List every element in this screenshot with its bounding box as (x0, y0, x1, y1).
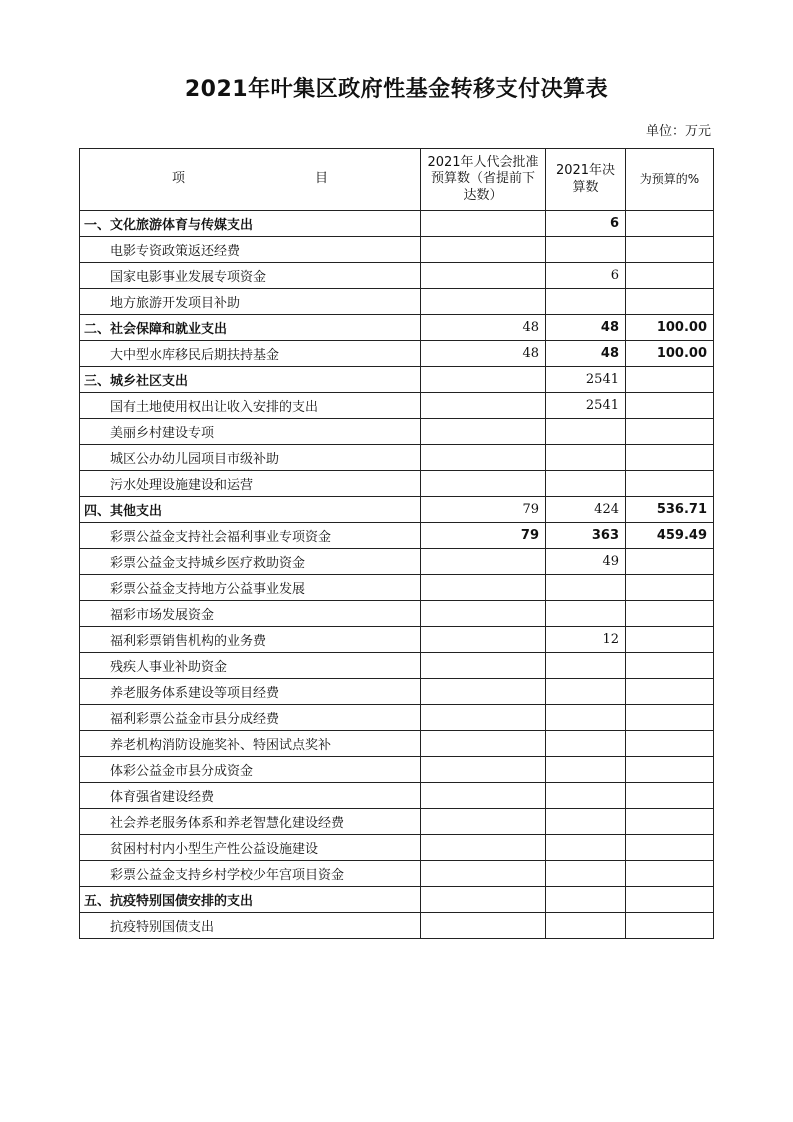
row-name: 残疾人事业补助资金 (80, 653, 421, 679)
row-pct (626, 419, 714, 445)
row-budget: 48 (421, 341, 546, 367)
row-budget (421, 445, 546, 471)
row-pct (626, 575, 714, 601)
header-final: 2021年决算数 (546, 149, 626, 211)
row-name: 福利彩票销售机构的业务费 (80, 627, 421, 653)
row-budget (421, 887, 546, 913)
row-pct (626, 601, 714, 627)
row-pct (626, 393, 714, 419)
table-row (80, 471, 714, 497)
row-final: 48 (546, 341, 626, 367)
row-final (546, 731, 626, 757)
row-final (546, 237, 626, 263)
table-row (80, 757, 714, 783)
row-name: 四、其他支出 (80, 497, 421, 523)
row-pct (626, 887, 714, 913)
row-final (546, 601, 626, 627)
row-name: 城区公办幼儿园项目市级补助 (80, 445, 421, 471)
row-budget (421, 549, 546, 575)
row-final (546, 445, 626, 471)
row-name: 彩票公益金支持社会福利事业专项资金 (80, 523, 421, 549)
row-pct (626, 861, 714, 887)
row-final (546, 575, 626, 601)
category-row (80, 315, 714, 341)
row-pct (626, 445, 714, 471)
row-pct (626, 705, 714, 731)
row-name: 国家电影事业发展专项资金 (80, 263, 421, 289)
row-pct (626, 211, 714, 237)
row-final: 2541 (546, 367, 626, 393)
row-budget (421, 367, 546, 393)
row-budget (421, 731, 546, 757)
row-budget: 79 (421, 497, 546, 523)
table-row (80, 679, 714, 705)
table-row (80, 861, 714, 887)
table-row (80, 523, 714, 549)
table-row (80, 835, 714, 861)
category-row (80, 497, 714, 523)
row-budget (421, 211, 546, 237)
row-final: 363 (546, 523, 626, 549)
header-pct: 为预算的% (626, 149, 714, 211)
table-row (80, 731, 714, 757)
table-row (80, 601, 714, 627)
fund-transfer-table (79, 148, 714, 939)
row-name: 体彩公益金市县分成资金 (80, 757, 421, 783)
row-final: 49 (546, 549, 626, 575)
row-final (546, 887, 626, 913)
row-final (546, 679, 626, 705)
header-item (80, 149, 421, 211)
page-title: 2021年叶集区政府性基金转移支付决算表 (184, 77, 609, 102)
table-row (80, 237, 714, 263)
table-header-row (80, 149, 714, 211)
row-name: 养老机构消防设施奖补、特困试点奖补 (80, 731, 421, 757)
table-row (80, 653, 714, 679)
row-final (546, 705, 626, 731)
row-budget (421, 913, 546, 939)
row-final (546, 419, 626, 445)
row-name: 彩票公益金支持地方公益事业发展 (80, 575, 421, 601)
row-budget (421, 575, 546, 601)
row-budget: 79 (421, 523, 546, 549)
row-name: 体育强省建设经费 (80, 783, 421, 809)
header-budget: 2021年人代会批准预算数（省提前下达数） (421, 149, 546, 211)
row-final (546, 289, 626, 315)
category-row (80, 211, 714, 237)
row-budget (421, 289, 546, 315)
row-final: 6 (546, 263, 626, 289)
row-name: 彩票公益金支持城乡医疗救助资金 (80, 549, 421, 575)
row-name: 养老服务体系建设等项目经费 (80, 679, 421, 705)
row-name: 福利彩票公益金市县分成经费 (80, 705, 421, 731)
row-name: 国有土地使用权出让收入安排的支出 (80, 393, 421, 419)
row-pct (626, 237, 714, 263)
row-final (546, 913, 626, 939)
row-pct (626, 783, 714, 809)
row-pct (626, 289, 714, 315)
row-budget (421, 393, 546, 419)
row-budget (421, 471, 546, 497)
table-row (80, 341, 714, 367)
row-name: 五、抗疫特别国债安排的支出 (80, 887, 421, 913)
row-pct (626, 809, 714, 835)
row-budget (421, 861, 546, 887)
row-name: 大中型水库移民后期扶持基金 (80, 341, 421, 367)
row-pct (626, 549, 714, 575)
table-row (80, 575, 714, 601)
row-final (546, 809, 626, 835)
row-final: 48 (546, 315, 626, 341)
table-row (80, 705, 714, 731)
row-pct (626, 263, 714, 289)
row-name: 二、社会保障和就业支出 (80, 315, 421, 341)
row-pct (626, 471, 714, 497)
row-budget (421, 263, 546, 289)
row-final (546, 861, 626, 887)
table-row (80, 783, 714, 809)
row-budget (421, 783, 546, 809)
row-pct (626, 835, 714, 861)
row-budget (421, 679, 546, 705)
row-final: 6 (546, 211, 626, 237)
row-name: 三、城乡社区支出 (80, 367, 421, 393)
table-row (80, 289, 714, 315)
row-pct (626, 679, 714, 705)
row-final: 2541 (546, 393, 626, 419)
row-pct: 100.00 (626, 315, 714, 341)
row-name: 彩票公益金支持乡村学校少年宫项目资金 (80, 861, 421, 887)
table-row (80, 549, 714, 575)
row-budget (421, 601, 546, 627)
table-row (80, 263, 714, 289)
row-budget (421, 757, 546, 783)
row-final: 12 (546, 627, 626, 653)
row-pct (626, 757, 714, 783)
row-pct: 459.49 (626, 523, 714, 549)
row-name: 一、文化旅游体育与传媒支出 (80, 211, 421, 237)
row-name: 地方旅游开发项目补助 (80, 289, 421, 315)
row-budget (421, 809, 546, 835)
unit-label: 单位：万元 (645, 124, 711, 139)
row-name: 社会养老服务体系和养老智慧化建设经费 (80, 809, 421, 835)
table-row (80, 809, 714, 835)
row-budget (421, 835, 546, 861)
header-item-a: 项 (171, 171, 185, 187)
row-final (546, 653, 626, 679)
row-pct (626, 731, 714, 757)
row-name: 美丽乡村建设专项 (80, 419, 421, 445)
row-final: 424 (546, 497, 626, 523)
row-pct: 100.00 (626, 341, 714, 367)
row-name: 贫困村村内小型生产性公益设施建设 (80, 835, 421, 861)
row-final (546, 757, 626, 783)
row-pct: 536.71 (626, 497, 714, 523)
row-final (546, 783, 626, 809)
table-row (80, 627, 714, 653)
row-name: 福彩市场发展资金 (80, 601, 421, 627)
category-row (80, 887, 714, 913)
table-row (80, 913, 714, 939)
category-row (80, 367, 714, 393)
row-budget (421, 705, 546, 731)
row-pct (626, 627, 714, 653)
row-budget (421, 627, 546, 653)
row-final (546, 471, 626, 497)
row-budget (421, 237, 546, 263)
header-item-b: 目 (315, 171, 329, 187)
row-name: 电影专资政策返还经费 (80, 237, 421, 263)
row-name: 污水处理设施建设和运营 (80, 471, 421, 497)
row-pct (626, 367, 714, 393)
row-pct (626, 653, 714, 679)
row-budget (421, 419, 546, 445)
table-row (80, 393, 714, 419)
row-final (546, 835, 626, 861)
table-row (80, 445, 714, 471)
row-budget (421, 653, 546, 679)
table-row (80, 419, 714, 445)
row-name: 抗疫特别国债支出 (80, 913, 421, 939)
row-budget: 48 (421, 315, 546, 341)
row-pct (626, 913, 714, 939)
